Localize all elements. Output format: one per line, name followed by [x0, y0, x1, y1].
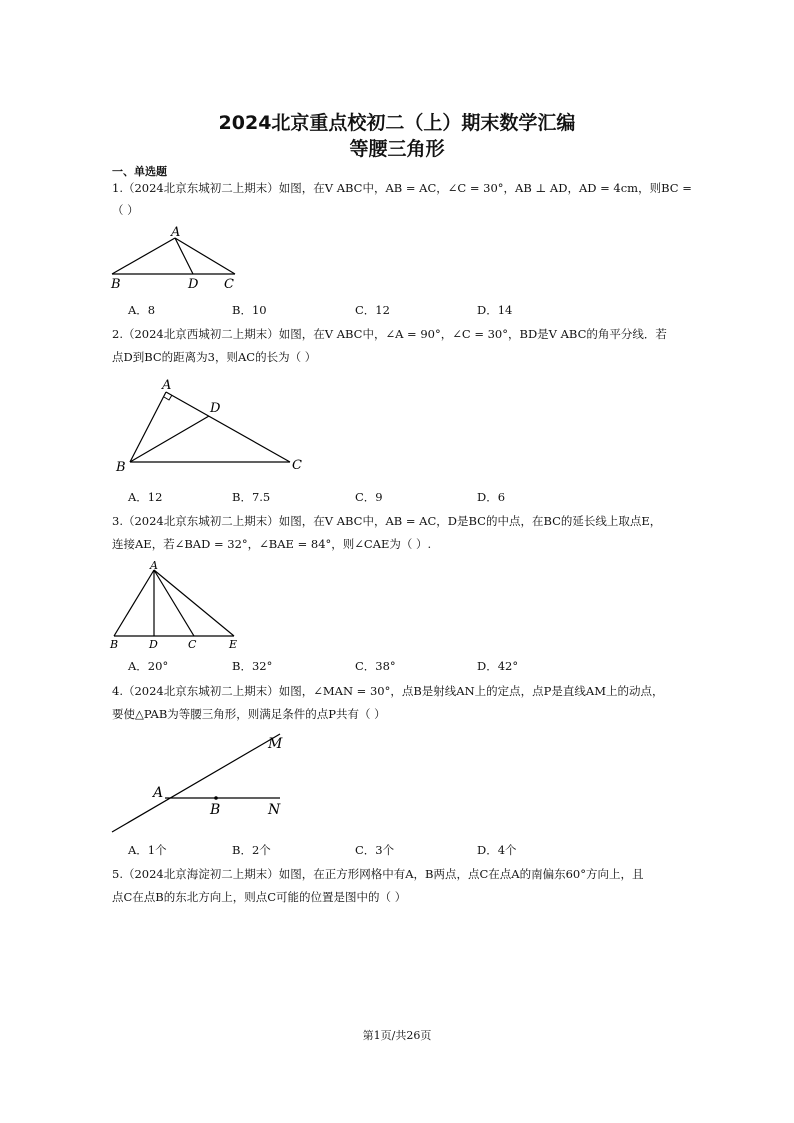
question-2-text-line1: 2.（2024北京西城初二上期末）如图，在V ABC中，∠A = 90°，∠C = 30°，BD是V ABC的角平分线．若: [112, 327, 667, 341]
question-2-option-c[interactable]: C．9: [355, 490, 383, 504]
question-2-option-a[interactable]: A．12: [128, 490, 163, 504]
question-1-figure: [105, 224, 255, 292]
segment-ac: [166, 392, 290, 462]
label-c: C: [292, 458, 302, 473]
question-1-option-b[interactable]: B．10: [232, 303, 267, 317]
question-2-option-d[interactable]: D．6: [477, 490, 506, 504]
label-a: A: [153, 785, 164, 801]
question-4-option-b[interactable]: B．2个: [232, 843, 271, 857]
question-3-figure: [108, 558, 248, 652]
question-2-option-b[interactable]: B．7.5: [232, 490, 271, 504]
question-3-text-line2: 连接AE，若∠BAD = 32°，∠BAE = 84°，则∠CAE为（ ）.: [112, 537, 432, 551]
question-1-option-a[interactable]: A．8: [128, 303, 156, 317]
segment-ab: [114, 570, 154, 636]
label-b: B: [210, 802, 221, 818]
question-4-option-c[interactable]: C．3个: [355, 843, 395, 857]
page-title: 2024北京重点校初二（上）期末数学汇编: [218, 112, 576, 134]
label-a: A: [150, 559, 158, 572]
question-3-option-d[interactable]: D．42°: [477, 659, 519, 673]
label-e: E: [229, 638, 238, 651]
question-4-option-d[interactable]: D．4个: [477, 843, 517, 857]
label-d: D: [188, 277, 199, 292]
question-4-text-line2: 要使△PAB为等腰三角形，则满足条件的点P共有（ ）: [112, 707, 386, 721]
label-d: D: [210, 401, 221, 416]
question-1-text-line2: （ ）: [112, 203, 139, 217]
question-4-text-line1: 4.（2024北京东城初二上期末）如图，∠MAN = 30°，点B是射线AN上的定点，点P是直线AM上的动点，: [112, 684, 664, 698]
label-b: B: [116, 460, 126, 475]
question-4-option-a[interactable]: A．1个: [128, 843, 167, 857]
question-3-text-line1: 3.（2024北京东城初二上期末）如图，在V ABC中，AB = AC，D是BC的中点，在BC的延长线上取点E，: [112, 514, 662, 528]
question-5-text-line1: 5.（2024北京海淀初二上期末）如图，在正方形网格中有A，B两点，点C在点A的南偏东60°方向上，且: [112, 867, 644, 881]
question-2-figure: [108, 374, 308, 478]
segment-ac: [154, 570, 194, 636]
segment-ae: [154, 570, 234, 636]
segment-ab: [112, 238, 175, 274]
question-3-option-b[interactable]: B．32°: [232, 659, 273, 673]
line-am: [112, 734, 280, 832]
point-b: [214, 796, 218, 800]
right-angle-mark: [164, 395, 172, 400]
label-m: M: [268, 736, 283, 752]
page-number: 第1页/共26页: [362, 1029, 432, 1042]
label-a: A: [171, 225, 181, 240]
label-n: N: [268, 802, 281, 818]
question-2-text-line2: 点D到BC的距离为3，则AC的长为（ ）: [112, 350, 317, 364]
page-subtitle: 等腰三角形: [349, 138, 445, 160]
question-3-option-a[interactable]: A．20°: [128, 659, 169, 673]
question-1-text-line1: 1.（2024北京东城初二上期末）如图，在V ABC中，AB = AC，∠C = 30°，AB ⊥ AD，AD = 4cm，则BC =: [112, 181, 692, 195]
label-c: C: [188, 638, 197, 651]
question-3-option-c[interactable]: C．38°: [355, 659, 396, 673]
question-5-text-line2: 点C在点B的东北方向上，则点C可能的位置是图中的（ ）: [112, 890, 407, 904]
label-d: D: [149, 638, 158, 651]
question-1-option-c[interactable]: C．12: [355, 303, 390, 317]
section-heading: 一、单选题: [112, 165, 167, 178]
question-4-figure: [105, 728, 305, 836]
label-c: C: [224, 277, 234, 292]
question-1-option-d[interactable]: D．14: [477, 303, 513, 317]
label-a: A: [162, 378, 172, 393]
label-b: B: [110, 638, 119, 651]
label-b: B: [111, 277, 121, 292]
